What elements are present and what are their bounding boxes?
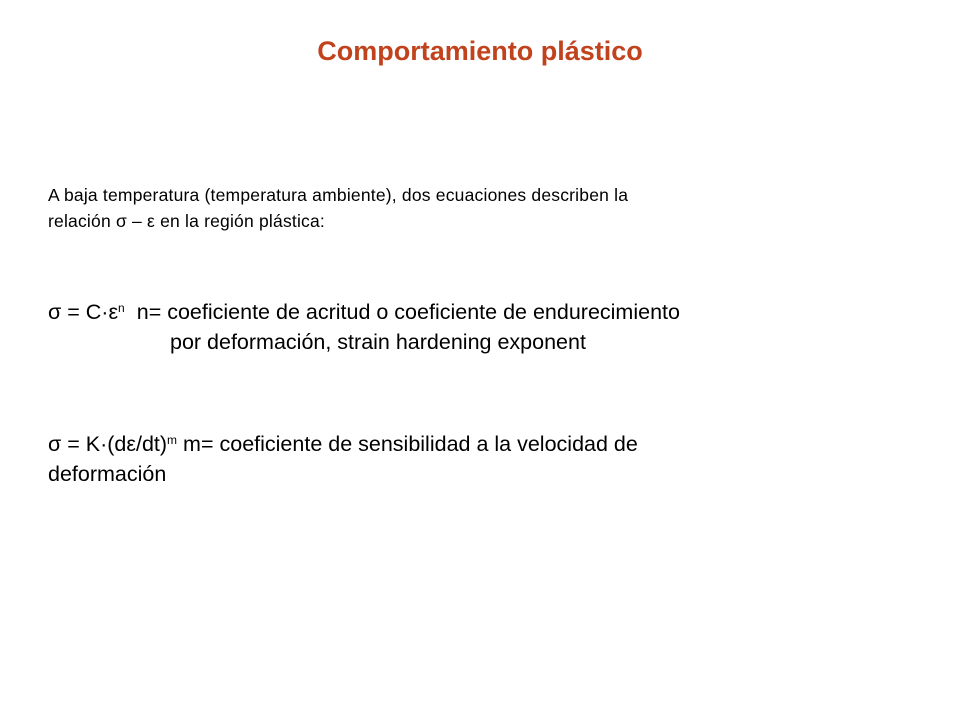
slide-title: Comportamiento plástico <box>317 36 643 66</box>
equation-2-row <box>48 429 928 459</box>
strain-rate-equation <box>48 429 928 489</box>
strain-hardening-equation <box>48 297 928 357</box>
equation-1-base: σ = C·ε <box>48 300 119 324</box>
equation-1-exponent: n <box>118 301 125 315</box>
equation-2-exponent: m <box>167 433 178 447</box>
equation-2-description-continued: deformación <box>48 462 167 486</box>
equation-1-row <box>48 297 928 327</box>
equation-2-description: m= coeficiente de sensibilidad a la velocidad de <box>183 432 638 456</box>
equation-2-base: σ = K·(dε/dt) <box>48 432 168 456</box>
intro-paragraph <box>48 182 908 234</box>
intro-line-1: A baja temperatura (temperatura ambiente), dos ecuaciones describen la <box>48 185 629 205</box>
intro-line-2: relación σ – ε en la región plástica: <box>48 211 325 231</box>
equation-1-description: n= coeficiente de acritud o coeficiente de endurecimiento <box>136 300 680 324</box>
equation-1-description-continued: por deformación, strain hardening exponent <box>170 330 586 354</box>
